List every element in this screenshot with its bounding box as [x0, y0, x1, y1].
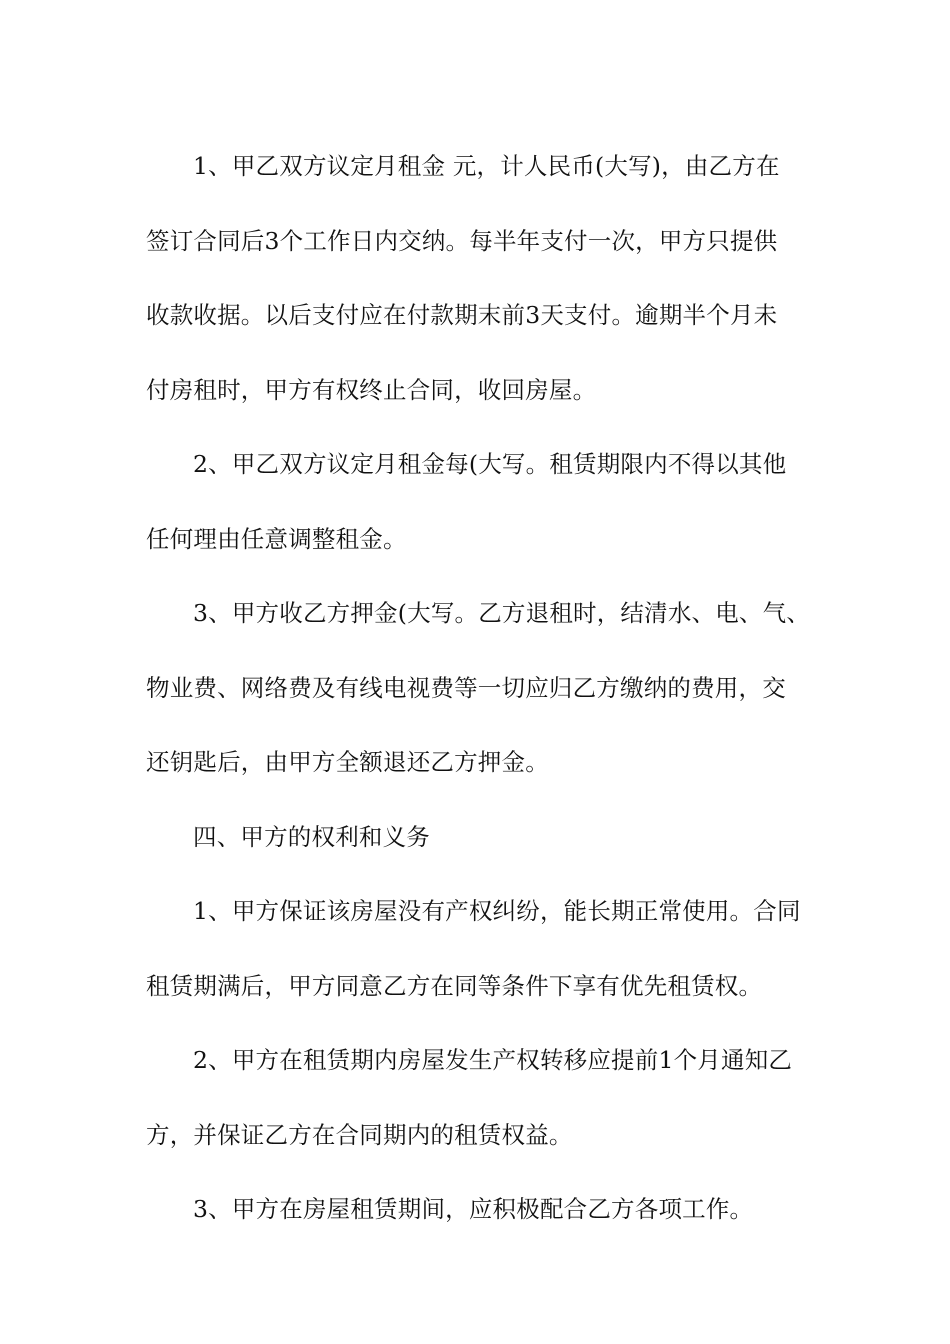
clause-text-block: [146, 129, 816, 1247]
text-line-12: 租赁期满后，甲方同意乙方在同等条件下享有优先租赁权。: [146, 971, 763, 1000]
document-body: [146, 129, 816, 1247]
section-heading-landlord-rights: 四、甲方的权利和义务: [193, 822, 430, 851]
text-line-9: 还钥匙后，由甲方全额退还乙方押金。: [146, 748, 549, 776]
text-line-2: 签订合同后3个工作日内交纳。每半年支付一次，甲方只提供: [146, 226, 778, 255]
text-line-7: 3、甲方收乙方押金(大写。乙方退租时，结清水、电、气、: [193, 599, 811, 627]
text-line-14: 方，并保证乙方在合同期内的租赁权益。: [146, 1120, 573, 1149]
text-line-4: 付房租时，甲方有权终止合同，收回房屋。: [146, 375, 597, 404]
text-line-13: 2、甲方在租赁期内房屋发生产权转移应提前1个月通知乙: [193, 1046, 793, 1074]
text-line-15: 3、甲方在房屋租赁期间，应积极配合乙方各项工作。: [193, 1195, 754, 1223]
text-line-11: 1、甲方保证该房屋没有产权纠纷，能长期正常使用。合同: [193, 897, 801, 925]
text-line-6: 任何理由任意调整租金。: [146, 524, 407, 553]
text-line-3: 收款收据。以后支付应在付款期末前3天支付。逾期半个月未: [146, 301, 778, 329]
text-line-5: 2、甲乙双方议定月租金每(大写。租赁期限内不得以其他: [193, 450, 787, 478]
text-line-8: 物业费、网络费及有线电视费等一切应归乙方缴纳的费用，交: [146, 673, 786, 702]
text-line-1: 1、甲乙双方议定月租金 元，计人民币(大写)，由乙方在: [193, 152, 780, 180]
